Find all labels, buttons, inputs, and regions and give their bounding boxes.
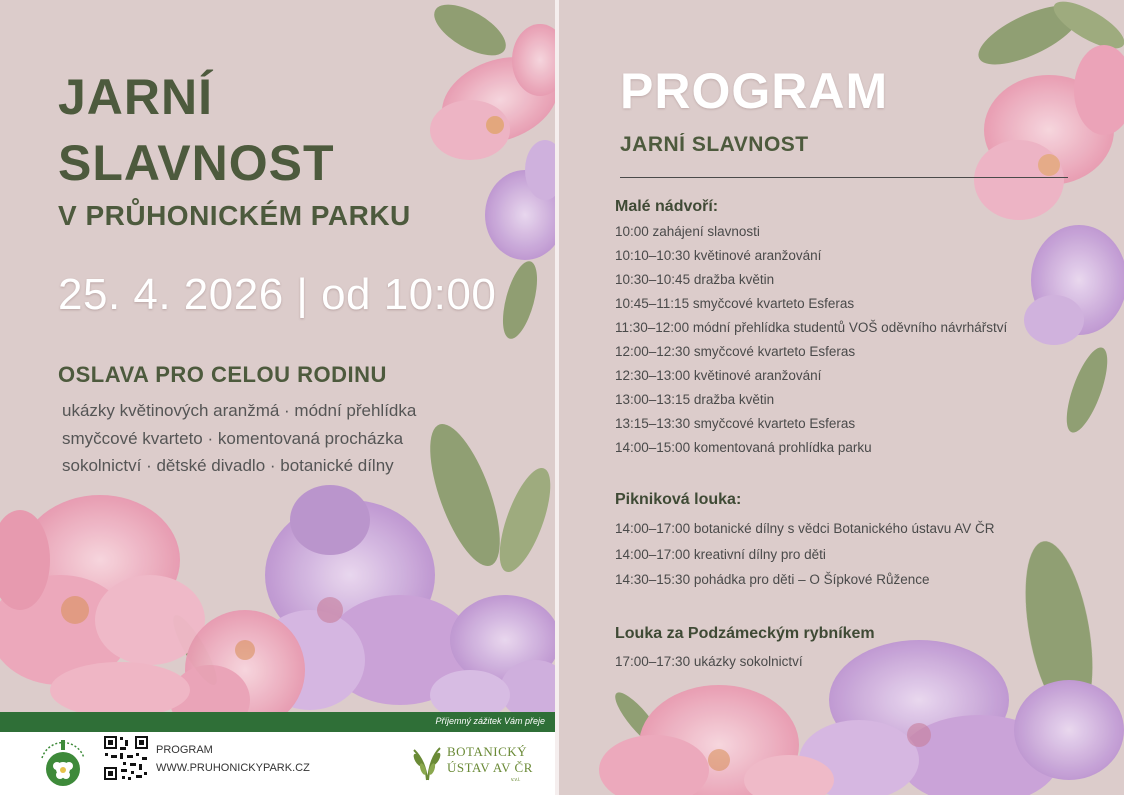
footer-tagline: Příjemný zážitek Vám přeje	[435, 716, 545, 726]
poster-title-line-3: V PRŮHONICKÉM PARKU	[58, 200, 411, 231]
feature-line: smyčcové kvarteto · komentovaná procházka	[62, 429, 404, 448]
botanic-institute-logo-icon	[410, 742, 444, 782]
feature-line: sokolnictví · dětské divadlo · botanické dílny	[62, 456, 394, 475]
event-date: 25. 4. 2026 | od 10:00	[58, 270, 497, 319]
schedule-item: 12:00–12:30 smyčcové kvarteto Esferas	[615, 344, 856, 359]
right-poster	[559, 0, 1124, 795]
divider	[620, 177, 1068, 178]
program-label: PROGRAM	[156, 744, 213, 756]
footer-band	[0, 712, 559, 732]
schedule-item: 14:00–17:00 kreativní dílny pro děti	[615, 547, 826, 562]
schedule-item: 14:00–17:00 botanické dílny s vědci Botanického ústavu AV ČR	[615, 521, 995, 536]
botanic-institute-name-line-3: v.v.i.	[511, 777, 521, 783]
schedule-item: 12:30–13:00 květinové aranžování	[615, 368, 822, 383]
footer	[0, 732, 559, 795]
schedule-item: 10:30–10:45 dražba květin	[615, 272, 775, 287]
schedule-item: 13:00–13:15 dražba květin	[615, 392, 775, 407]
schedule-item: 14:00–15:00 komentovaná prohlídka parku	[615, 440, 872, 455]
schedule-item: 17:00–17:30 ukázky sokolnictví	[615, 654, 803, 669]
schedule-item: 14:30–15:30 pohádka pro děti – O Šípkové Růžence	[615, 572, 930, 587]
program-url-link[interactable]: WWW.PRUHONICKYPARK.CZ	[156, 762, 310, 774]
section-title: Malé nádvoří:	[615, 198, 719, 215]
event-subheading: OSLAVA PRO CELOU RODINU	[58, 362, 387, 387]
schedule-item: 13:15–13:30 smyčcové kvarteto Esferas	[615, 416, 856, 431]
schedule-item: 10:10–10:30 květinové aranžování	[615, 248, 822, 263]
program-title: PROGRAM	[620, 63, 889, 119]
poster-title-line-2: SLAVNOST	[58, 135, 335, 191]
schedule-item: 10:45–11:15 smyčcové kvarteto Esferas	[615, 296, 855, 311]
feature-line: ukázky květinových aranžmá · módní přehlídka	[62, 401, 417, 420]
section-title: Louka za Podzámeckým rybníkem	[615, 625, 875, 642]
left-poster	[0, 0, 559, 795]
schedule-item: 11:30–12:00 módní přehlídka studentů VOŠ oděvního návrhářství	[615, 320, 1008, 335]
poster-title-line-1: JARNÍ	[58, 69, 214, 125]
section-title: Pikniková louka:	[615, 491, 742, 508]
program-subtitle: JARNÍ SLAVNOST	[620, 133, 809, 156]
botanic-institute-name-line-1: BOTANICKÝ	[447, 744, 528, 759]
qr-code-icon[interactable]	[103, 735, 149, 781]
schedule-item: 10:00 zahájení slavnosti	[615, 224, 760, 239]
park-logo-icon	[34, 736, 92, 790]
botanic-institute-name-line-2: ÚSTAV AV ČR	[447, 760, 533, 775]
